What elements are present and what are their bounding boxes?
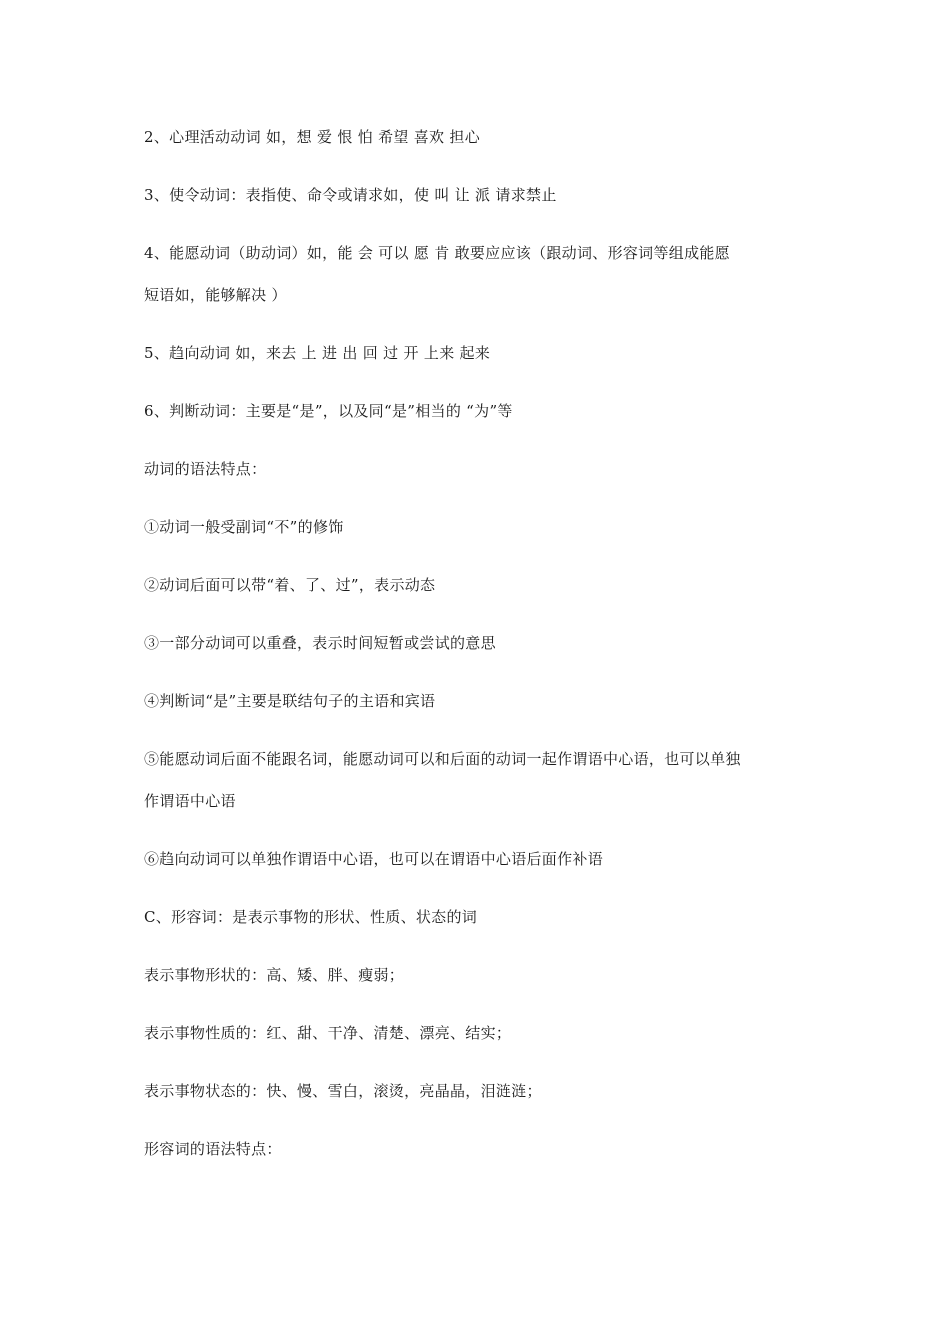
list-item-verb-feature-6: ⑥趋向动词可以单独作谓语中心语，也可以在谓语中心语后面作补语 bbox=[144, 850, 604, 868]
list-item-verb-feature-1: ①动词一般受副词“不”的修饰 bbox=[144, 518, 344, 536]
text-line-causative-verbs: 3、使令动词：表指使、命令或请求如，使 叫 让 派 请求禁止 bbox=[144, 186, 557, 204]
section-heading-adjectives: C、形容词：是表示事物的形状、性质、状态的词 bbox=[144, 908, 478, 926]
section-heading-verb-grammar: 动词的语法特点： bbox=[144, 460, 267, 478]
list-item-verb-feature-5: ⑤能愿动词后面不能跟名词，能愿动词可以和后面的动词一起作谓语中心语，也可以单独 bbox=[144, 750, 741, 768]
list-item-verb-feature-4: ④判断词“是”主要是联结句子的主语和宾语 bbox=[144, 692, 436, 710]
text-line-adjective-shape: 表示事物形状的：高、矮、胖、瘦弱； bbox=[144, 966, 405, 984]
text-line-directional-verbs: 5、趋向动词 如，来去 上 进 出 回 过 开 上来 起来 bbox=[144, 344, 491, 362]
text-line-adjective-quality: 表示事物性质的：红、甜、干净、清楚、漂亮、结实； bbox=[144, 1024, 512, 1042]
section-heading-adjective-grammar: 形容词的语法特点： bbox=[144, 1140, 282, 1158]
text-line-adjective-state: 表示事物状态的：快、慢、雪白，滚烫，亮晶晶，泪涟涟； bbox=[144, 1082, 542, 1100]
text-line-modal-verbs-cont: 短语如，能够解决 ） bbox=[144, 286, 287, 304]
text-line-psych-verbs: 2、心理活动动词 如，想 爱 恨 怕 希望 喜欢 担心 bbox=[144, 128, 481, 146]
text-line-modal-verbs: 4、能愿动词（助动词）如，能 会 可以 愿 肯 敢要应应该（跟动词、形容词等组成能愿 bbox=[144, 244, 730, 262]
list-item-verb-feature-5-cont: 作谓语中心语 bbox=[144, 792, 236, 810]
list-item-verb-feature-3: ③一部分动词可以重叠，表示时间短暂或尝试的意思 bbox=[144, 634, 496, 652]
list-item-verb-feature-2: ②动词后面可以带“着、了、过”，表示动态 bbox=[144, 576, 436, 594]
text-line-judgment-verbs: 6、判断动词：主要是“是”，以及同“是”相当的 “为”等 bbox=[144, 402, 513, 420]
